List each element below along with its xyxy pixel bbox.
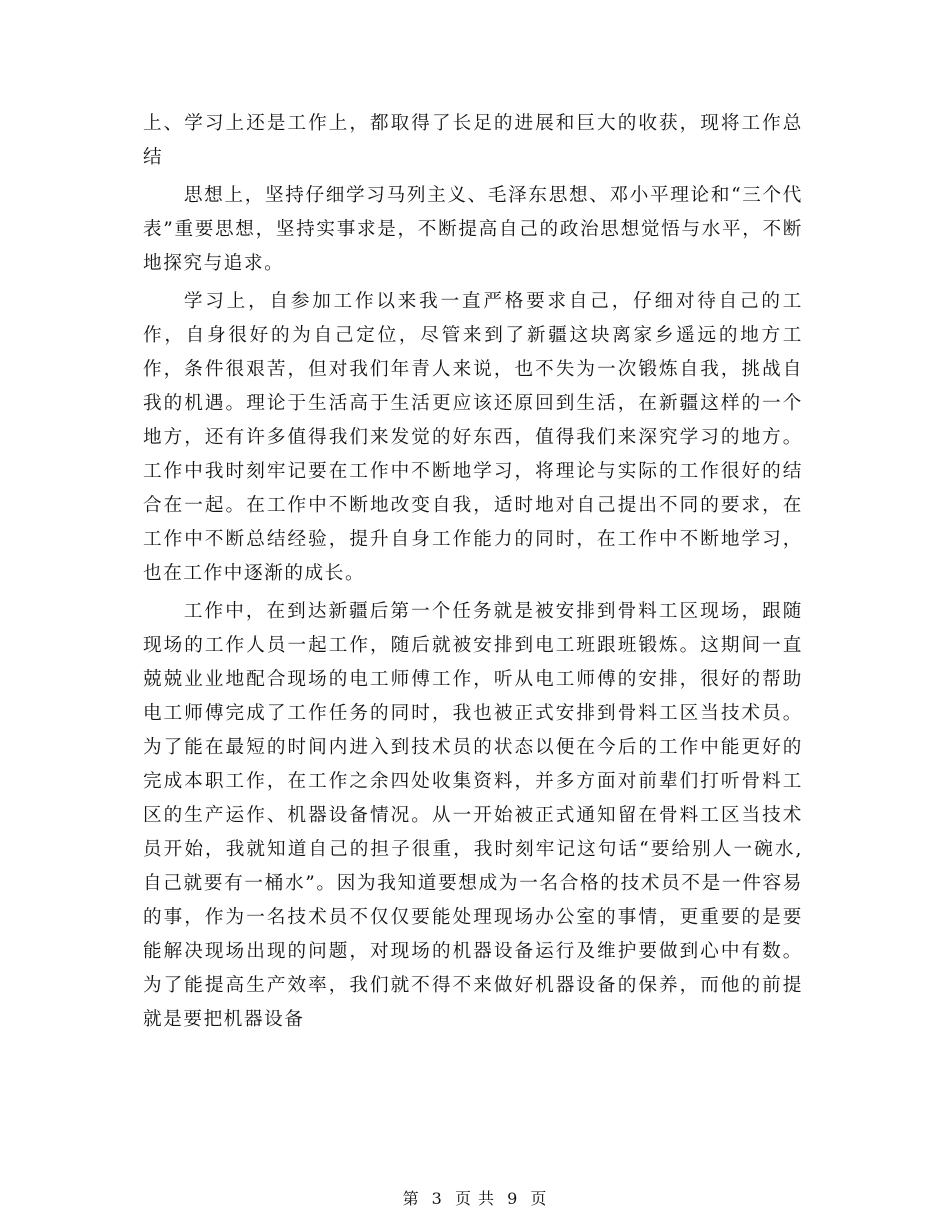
- paragraph-thought: 思想上，坚持仔细学习马列主义、毛泽东思想、邓小平理论和“三个代表”重要思想，坚持实事求是，不断提高自己的政治思想觉悟与水平，不断地探究与追求。: [143, 185, 803, 274]
- document-body: [143, 107, 803, 1041]
- page-current: 3: [431, 1189, 443, 1208]
- paragraph-work: 工作中，在到达新疆后第一个任务就是被安排到骨料工区现场，跟随现场的工作人员一起工作，随后就被安排到电工班跟班锻炼。这期间一直兢兢业业地配合现场的电工师傅工作，听从电工师傅的安排，很好的帮助电工师傅完成了工作任务的同时，我也被正式安排到骨料工区当技术员。为了能在最短的时间内进入到技术员的状态以便在今后的工作中能更好的完成本职工作，在工作之余四处收集资料，并多方面对前辈们打听骨料工区的生产运作、机器设备情况。从一开始被正式通知留在骨料工区当技术员开始，我就知道自己的担子很重，我时刻牢记这句话“要给别人一碗水,自己就要有一桶水”。因为我知道要想成为一名合格的技术员不是一件容易的事，作为一名技术员不仅仅要能处理现场办公室的事情，更重要的是要能解决现场出现的问题，对现场的机器设备运行及维护要做到心中有数。为了能提高生产效率，我们就不得不来做好机器设备的保养，而他的前提就是要把机器设备: [143, 601, 803, 1030]
- page-mid: 页 共: [454, 1189, 496, 1208]
- paragraph-study: 学习上，自参加工作以来我一直严格要求自己，仔细对待自己的工作，自身很好的为自己定位，尽管来到了新疆这块离家乡遥远的地方工作，条件很艰苦，但对我们年青人来说，也不失为一次锻炼自我，挑战自我的机遇。理论于生活高于生活更应该还原回到生活，在新疆这样的一个地方，还有许多值得我们来发觉的好东西，值得我们来深究学习的地方。工作中我时刻牢记要在工作中不断地学习，将理论与实际的工作很好的结合在一起。在工作中不断地改变自我，适时地对自己提出不同的要求，在工作中不断总结经验，提升自身工作能力的同时，在工作中不断地学习，也在工作中逐渐的成长。: [143, 291, 803, 584]
- paragraph-continuation: 上、学习上还是工作上，都取得了长足的进展和巨大的收获，现将工作总结: [143, 113, 803, 168]
- page-suffix: 页: [530, 1189, 548, 1208]
- page-prefix: 第: [402, 1189, 420, 1208]
- page-footer: [0, 1186, 950, 1209]
- page-total: 9: [507, 1189, 519, 1208]
